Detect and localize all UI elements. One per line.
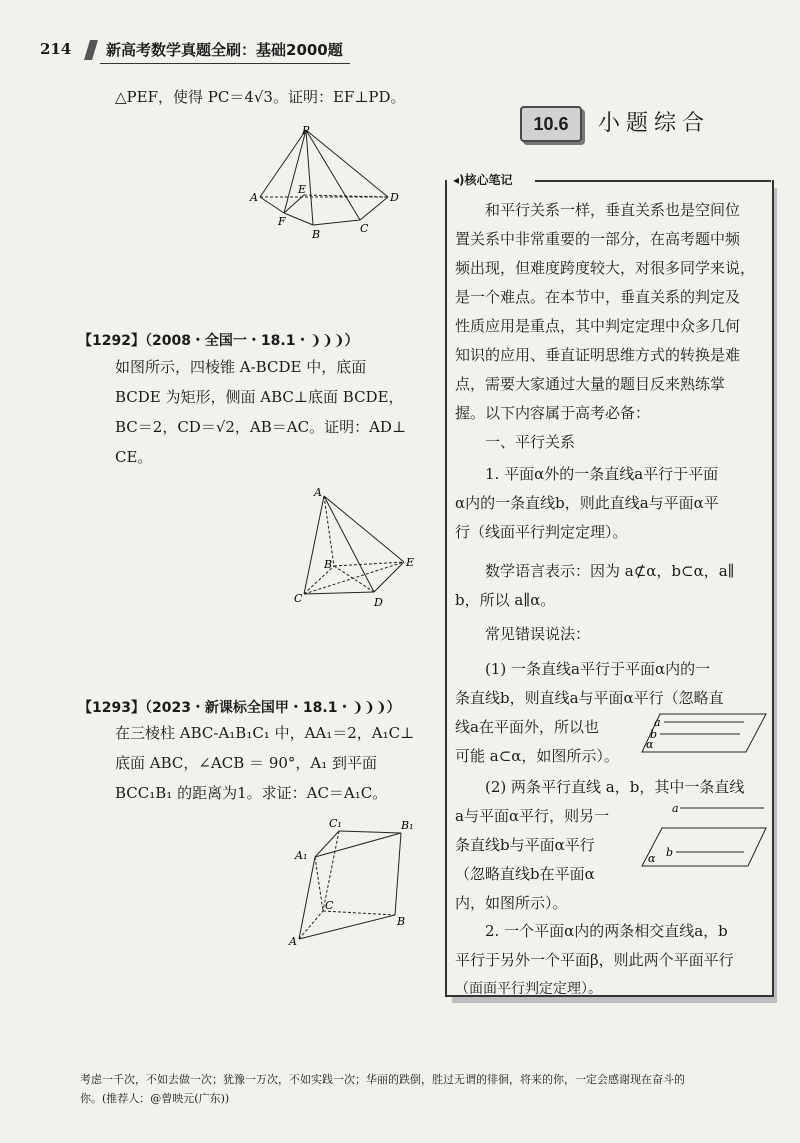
footer-quote-line-2: 你。(推荐人：@曾映元(广东)) xyxy=(80,1092,230,1105)
notes-item2-line-3: （面面平行判定定理）。 xyxy=(455,981,602,997)
label-B1: B₁ xyxy=(401,819,414,832)
label-C: C xyxy=(294,592,303,605)
problem-1292-head: 【1292】（2008・全国一・18.1・❩❩❩） xyxy=(78,333,359,349)
notes-para-line-4: 是一个难点。在本节中，垂直关系的判定及 xyxy=(455,288,741,306)
figure-prism xyxy=(285,815,425,950)
label-B: B xyxy=(324,558,333,571)
footer-quote xyxy=(80,1070,780,1108)
figure-pyramid-pef xyxy=(240,125,410,245)
label-E: E xyxy=(406,556,415,569)
notes-err2-line-1: (2) 两条平行直线 a，b，其中一条直线 xyxy=(485,778,745,796)
notes-err1-line-3: 线a在平面外，所以也 xyxy=(455,718,599,736)
notes-item2-line-1: 2. 一个平面α内的两条相交直线a，b xyxy=(485,922,728,940)
label-B: B xyxy=(397,915,406,928)
notes-para-line-6: 知识的应用、垂直证明思维方式的转换是难 xyxy=(455,346,741,364)
label-A: A xyxy=(250,191,258,204)
diag2-label-b: b xyxy=(666,846,674,859)
diagram-plane-lines-in xyxy=(640,710,770,755)
section-title: 小题综合 xyxy=(598,111,711,136)
label-B: B xyxy=(312,228,321,241)
label-P: P xyxy=(302,125,310,137)
notes-head: ◂)核心笔记 xyxy=(450,171,516,188)
notes-para-line-5: 性质应用是重点，其中判定定理中众多几何 xyxy=(455,317,741,335)
notes-err2-line-4: （忽略直线b在平面α xyxy=(455,865,595,883)
diag2-label-a: a xyxy=(672,802,679,815)
label-A: A xyxy=(289,935,297,948)
notes-para-line-8: 握。以下内容属于高考必备： xyxy=(455,404,651,422)
problem-1292-line-2: BCDE 为矩形，侧面 ABC⊥底面 BCDE， xyxy=(115,388,404,406)
notes-err2-line-3: 条直线b与平面α平行 xyxy=(455,836,595,854)
problem-1292-line-4: CE。 xyxy=(115,448,153,466)
label-A: A xyxy=(314,486,322,499)
notes-item1-line-1: 1. 平面α外的一条直线a平行于平面 xyxy=(485,465,719,483)
problem-1293-line-2: 底面 ABC，∠ACB ＝ 90°，A₁ 到平面 xyxy=(115,754,378,772)
notes-item1-line-2: α内的一条直线b，则此直线a与平面α平 xyxy=(455,494,719,512)
label-E: E xyxy=(298,183,307,196)
figure-pyramid-abcde xyxy=(290,482,430,612)
section-number-badge: 10.6 xyxy=(520,106,582,142)
diag1-label-a: a xyxy=(654,716,661,729)
intro-line: △PEF，使得 PC＝4√3。证明：EF⊥PD。 xyxy=(115,88,406,106)
label-C: C xyxy=(325,899,334,912)
notes-para-line-1: 和平行关系一样，垂直关系也是空间位 xyxy=(485,201,741,219)
label-D: D xyxy=(374,596,383,609)
label-D: D xyxy=(390,191,399,204)
problem-1293-head: 【1293】（2023・新课标全国甲・18.1・❩❩❩） xyxy=(78,700,401,716)
label-C1: C₁ xyxy=(329,817,342,830)
notes-para-line-7: 点，需要大家通过大量的题目反来熟练掌 xyxy=(455,375,726,393)
label-F: F xyxy=(278,215,286,228)
label-C: C xyxy=(360,222,369,235)
notes-err1-line-2: 条直线b，则直线a与平面α平行（忽略直 xyxy=(455,689,724,707)
problem-1293-line-3: BCC₁B₁ 的距离为1。求证：AC＝A₁C。 xyxy=(115,784,388,802)
notes-err1-line-4: 可能 a⊂α，如图所示）。 xyxy=(455,747,619,765)
notes-mathlang-line-2: b，所以 a∥α。 xyxy=(455,591,556,609)
notes-common-errors: 常见错误说法： xyxy=(485,625,591,643)
diag2-label-alpha: α xyxy=(648,852,656,865)
notes-err2-line-2: a与平面α平行，则另一 xyxy=(455,807,610,825)
problem-1292-line-1: 如图所示，四棱锥 A-BCDE 中，底面 xyxy=(115,358,367,376)
label-A1: A₁ xyxy=(295,849,308,862)
header-rule xyxy=(100,63,350,64)
diagram-plane-line-above xyxy=(640,800,770,870)
problem-1293-line-1: 在三棱柱 ABC-A₁B₁C₁ 中，AA₁＝2，A₁C⊥ xyxy=(115,724,415,742)
diag1-label-b: b xyxy=(650,728,658,741)
problem-1292-line-3: BC＝2，CD＝√2，AB＝AC。证明：AD⊥ xyxy=(115,418,407,436)
notes-err2-line-5: 内，如图所示）。 xyxy=(455,894,568,912)
notes-para-line-2: 置关系中非常重要的一部分，在高考题中频 xyxy=(455,230,741,248)
notes-item1-line-3: 行（线面平行判定定理）。 xyxy=(455,523,628,541)
notes-mathlang-line-1: 数学语言表示：因为 a⊄α，b⊂α，a∥ xyxy=(485,562,735,580)
page-number: 214 xyxy=(40,40,72,58)
header-slash-icon xyxy=(84,40,98,60)
notes-para-line-3: 频出现，但难度跨度较大，对很多同学来说， xyxy=(455,259,756,277)
footer-quote-line-1: 考虑一千次，不如去做一次；犹豫一万次，不如实践一次；华丽的跌倒，胜过无谓的徘徊，将来的你，一定会感谢现在奋斗的 xyxy=(80,1073,685,1086)
notes-subheading: 一、平行关系 xyxy=(485,433,576,451)
diag1-label-alpha: α xyxy=(646,738,654,751)
book-title: 新高考数学真题全刷：基础2000题 xyxy=(106,41,343,59)
notes-err1-line-1: (1) 一条直线a平行于平面α内的一 xyxy=(485,660,711,678)
notes-item2-line-2: 平行于另外一个平面β，则此两个平面平行 xyxy=(455,951,734,969)
notes-top-rule xyxy=(535,180,771,182)
